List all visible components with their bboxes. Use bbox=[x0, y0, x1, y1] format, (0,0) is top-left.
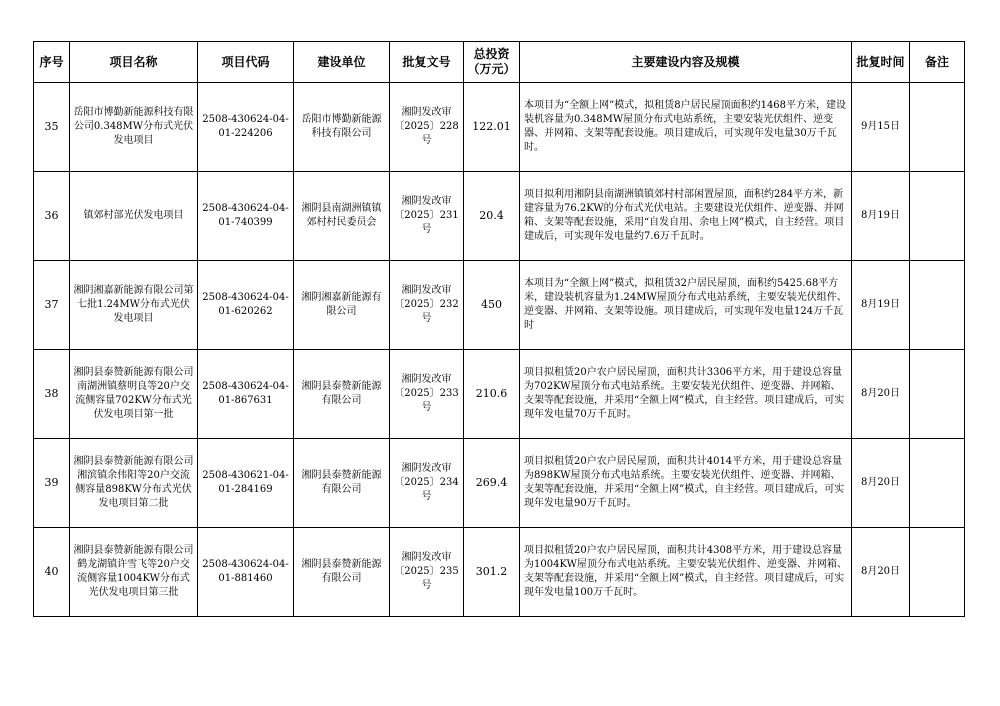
cell-project-code: 2508-430624-04-01-224206 bbox=[198, 83, 294, 172]
header-approval-doc: 批复文号 bbox=[390, 42, 464, 83]
cell-note bbox=[910, 528, 965, 617]
cell-total-investment: 20.4 bbox=[464, 172, 520, 261]
cell-construction-unit: 湘阴县泰赞新能源有限公司 bbox=[294, 350, 390, 439]
cell-project-code: 2508-430624-04-01-740399 bbox=[198, 172, 294, 261]
header-note: 备注 bbox=[910, 42, 965, 83]
cell-project-name: 湘阴县泰赞新能源有限公司湘滨镇余伟阳等20户交流侧容量898KW分布式光伏发电项目第二批 bbox=[70, 439, 198, 528]
cell-approval-doc: 湘阴发改审〔2025〕228号 bbox=[390, 83, 464, 172]
cell-approval-doc: 湘阴发改审〔2025〕235号 bbox=[390, 528, 464, 617]
cell-main-content: 项目拟租赁20户农户居民屋顶，面积共计4308平方米，用于建设总容量为1004KW屋顶分布式电站系统。主要安装光伏组件、逆变器、并网箱、支架等配套设施，并采用“全额上网”模式，自主经营。项目建成后，可实现年发电量100万千瓦时。 bbox=[520, 528, 852, 617]
cell-approval-doc: 湘阴发改审〔2025〕233号 bbox=[390, 350, 464, 439]
cell-total-investment: 269.4 bbox=[464, 439, 520, 528]
header-approval-date: 批复时间 bbox=[852, 42, 910, 83]
cell-main-content: 项目拟租赁20户农户居民屋顶，面积共计3306平方米，用于建设总容量为702KW屋顶分布式电站系统。主要安装光伏组件、逆变器、并网箱、支架等配套设施，并采用“全额上网”模式，自主经营。项目建成后，可实现年发电量70万千瓦时。 bbox=[520, 350, 852, 439]
cell-main-content: 本项目为“全额上网”模式，拟租赁8户居民屋顶面积约1468平方米，建设装机容量为0.348MW屋顶分布式电站系统，主要安装光伏组件、逆变器、并网箱、支架等配套设施。项目建成后，可实现年发电量30万千瓦时。 bbox=[520, 83, 852, 172]
cell-project-code: 2508-430624-04-01-867631 bbox=[198, 350, 294, 439]
cell-approval-date: 8月20日 bbox=[852, 439, 910, 528]
cell-project-code: 2508-430624-04-01-620262 bbox=[198, 261, 294, 350]
cell-project-code: 2508-430621-04-01-284169 bbox=[198, 439, 294, 528]
cell-construction-unit: 湘阴县南湖洲镇镇郊村村民委员会 bbox=[294, 172, 390, 261]
cell-total-investment: 210.6 bbox=[464, 350, 520, 439]
cell-approval-date: 9月15日 bbox=[852, 83, 910, 172]
cell-seq: 35 bbox=[34, 83, 70, 172]
cell-note bbox=[910, 439, 965, 528]
cell-project-name: 湘阴县泰赞新能源有限公司鹤龙湖镇许雪飞等20户交流侧容量1004KW分布式光伏发电项目第三批 bbox=[70, 528, 198, 617]
approval-table bbox=[33, 41, 965, 617]
cell-seq: 38 bbox=[34, 350, 70, 439]
cell-approval-doc: 湘阴发改审〔2025〕234号 bbox=[390, 439, 464, 528]
table-row bbox=[34, 172, 965, 261]
cell-total-investment: 301.2 bbox=[464, 528, 520, 617]
cell-note bbox=[910, 261, 965, 350]
cell-construction-unit: 湘阴县泰赞新能源有限公司 bbox=[294, 439, 390, 528]
cell-project-name: 镇郊村部光伏发电项目 bbox=[70, 172, 198, 261]
cell-note bbox=[910, 350, 965, 439]
header-construction-unit: 建设单位 bbox=[294, 42, 390, 83]
table-row bbox=[34, 83, 965, 172]
cell-approval-date: 8月20日 bbox=[852, 528, 910, 617]
cell-approval-doc: 湘阴发改审〔2025〕231号 bbox=[390, 172, 464, 261]
cell-project-name: 湘阴湘嘉新能源有限公司第七批1.24MW分布式光伏发电项目 bbox=[70, 261, 198, 350]
cell-main-content: 项目拟租赁20户农户居民屋顶，面积共计4014平方米，用于建设总容量为898KW屋顶分布式电站系统。主要安装光伏组件、逆变器、并网箱、支架等配套设施，并采用“全额上网”模式，自主经营。项目建成后，可实现年发电量90万千瓦时。 bbox=[520, 439, 852, 528]
cell-project-code: 2508-430624-04-01-881460 bbox=[198, 528, 294, 617]
header-total-investment-line2: （万元） bbox=[467, 62, 516, 76]
table-row bbox=[34, 350, 965, 439]
cell-seq: 39 bbox=[34, 439, 70, 528]
header-main-content: 主要建设内容及规模 bbox=[520, 42, 852, 83]
cell-approval-date: 8月19日 bbox=[852, 261, 910, 350]
cell-project-name: 岳阳市博勤新能源科技有限公司0.348MW分布式光伏发电项目 bbox=[70, 83, 198, 172]
table-row bbox=[34, 528, 965, 617]
header-project-name: 项目名称 bbox=[70, 42, 198, 83]
header-seq: 序号 bbox=[34, 42, 70, 83]
header-total-investment-line1: 总投资 bbox=[473, 47, 510, 61]
table-header-row bbox=[34, 42, 965, 83]
table-row bbox=[34, 439, 965, 528]
cell-project-name: 湘阴县泰赞新能源有限公司南湖洲镇蔡明良等20户交流侧容量702KW分布式光伏发电项目第一批 bbox=[70, 350, 198, 439]
header-total-investment bbox=[464, 42, 520, 83]
cell-approval-date: 8月19日 bbox=[852, 172, 910, 261]
cell-construction-unit: 湘阴湘嘉新能源有限公司 bbox=[294, 261, 390, 350]
cell-total-investment: 450 bbox=[464, 261, 520, 350]
cell-approval-date: 8月20日 bbox=[852, 350, 910, 439]
cell-main-content: 项目拟利用湘阴县南湖洲镇镇郊村村部闲置屋顶，面积约284平方米，新建容量为76.2KW的分布式光伏电站。主要建设光伏组件、逆变器、并网箱、支架等配套设施，采用“自发自用、余电上网”模式，自主经营。项目建成后，可实现年发电量约7.6万千瓦时。 bbox=[520, 172, 852, 261]
table-row bbox=[34, 261, 965, 350]
cell-seq: 40 bbox=[34, 528, 70, 617]
cell-construction-unit: 岳阳市博勤新能源科技有限公司 bbox=[294, 83, 390, 172]
cell-main-content: 本项目为“全额上网”模式，拟租赁32户居民屋顶，面积约5425.68平方米，建设装机容量为1.24MW屋顶分布式电站系统，主要安装光伏组件、逆变器、并网箱、支架等设施。项目建成后，可实现年发电量124万千瓦时 bbox=[520, 261, 852, 350]
cell-seq: 37 bbox=[34, 261, 70, 350]
cell-total-investment: 122.01 bbox=[464, 83, 520, 172]
cell-note bbox=[910, 172, 965, 261]
cell-construction-unit: 湘阴县泰赞新能源有限公司 bbox=[294, 528, 390, 617]
cell-approval-doc: 湘阴发改审〔2025〕232号 bbox=[390, 261, 464, 350]
header-project-code: 项目代码 bbox=[198, 42, 294, 83]
cell-note bbox=[910, 83, 965, 172]
cell-seq: 36 bbox=[34, 172, 70, 261]
